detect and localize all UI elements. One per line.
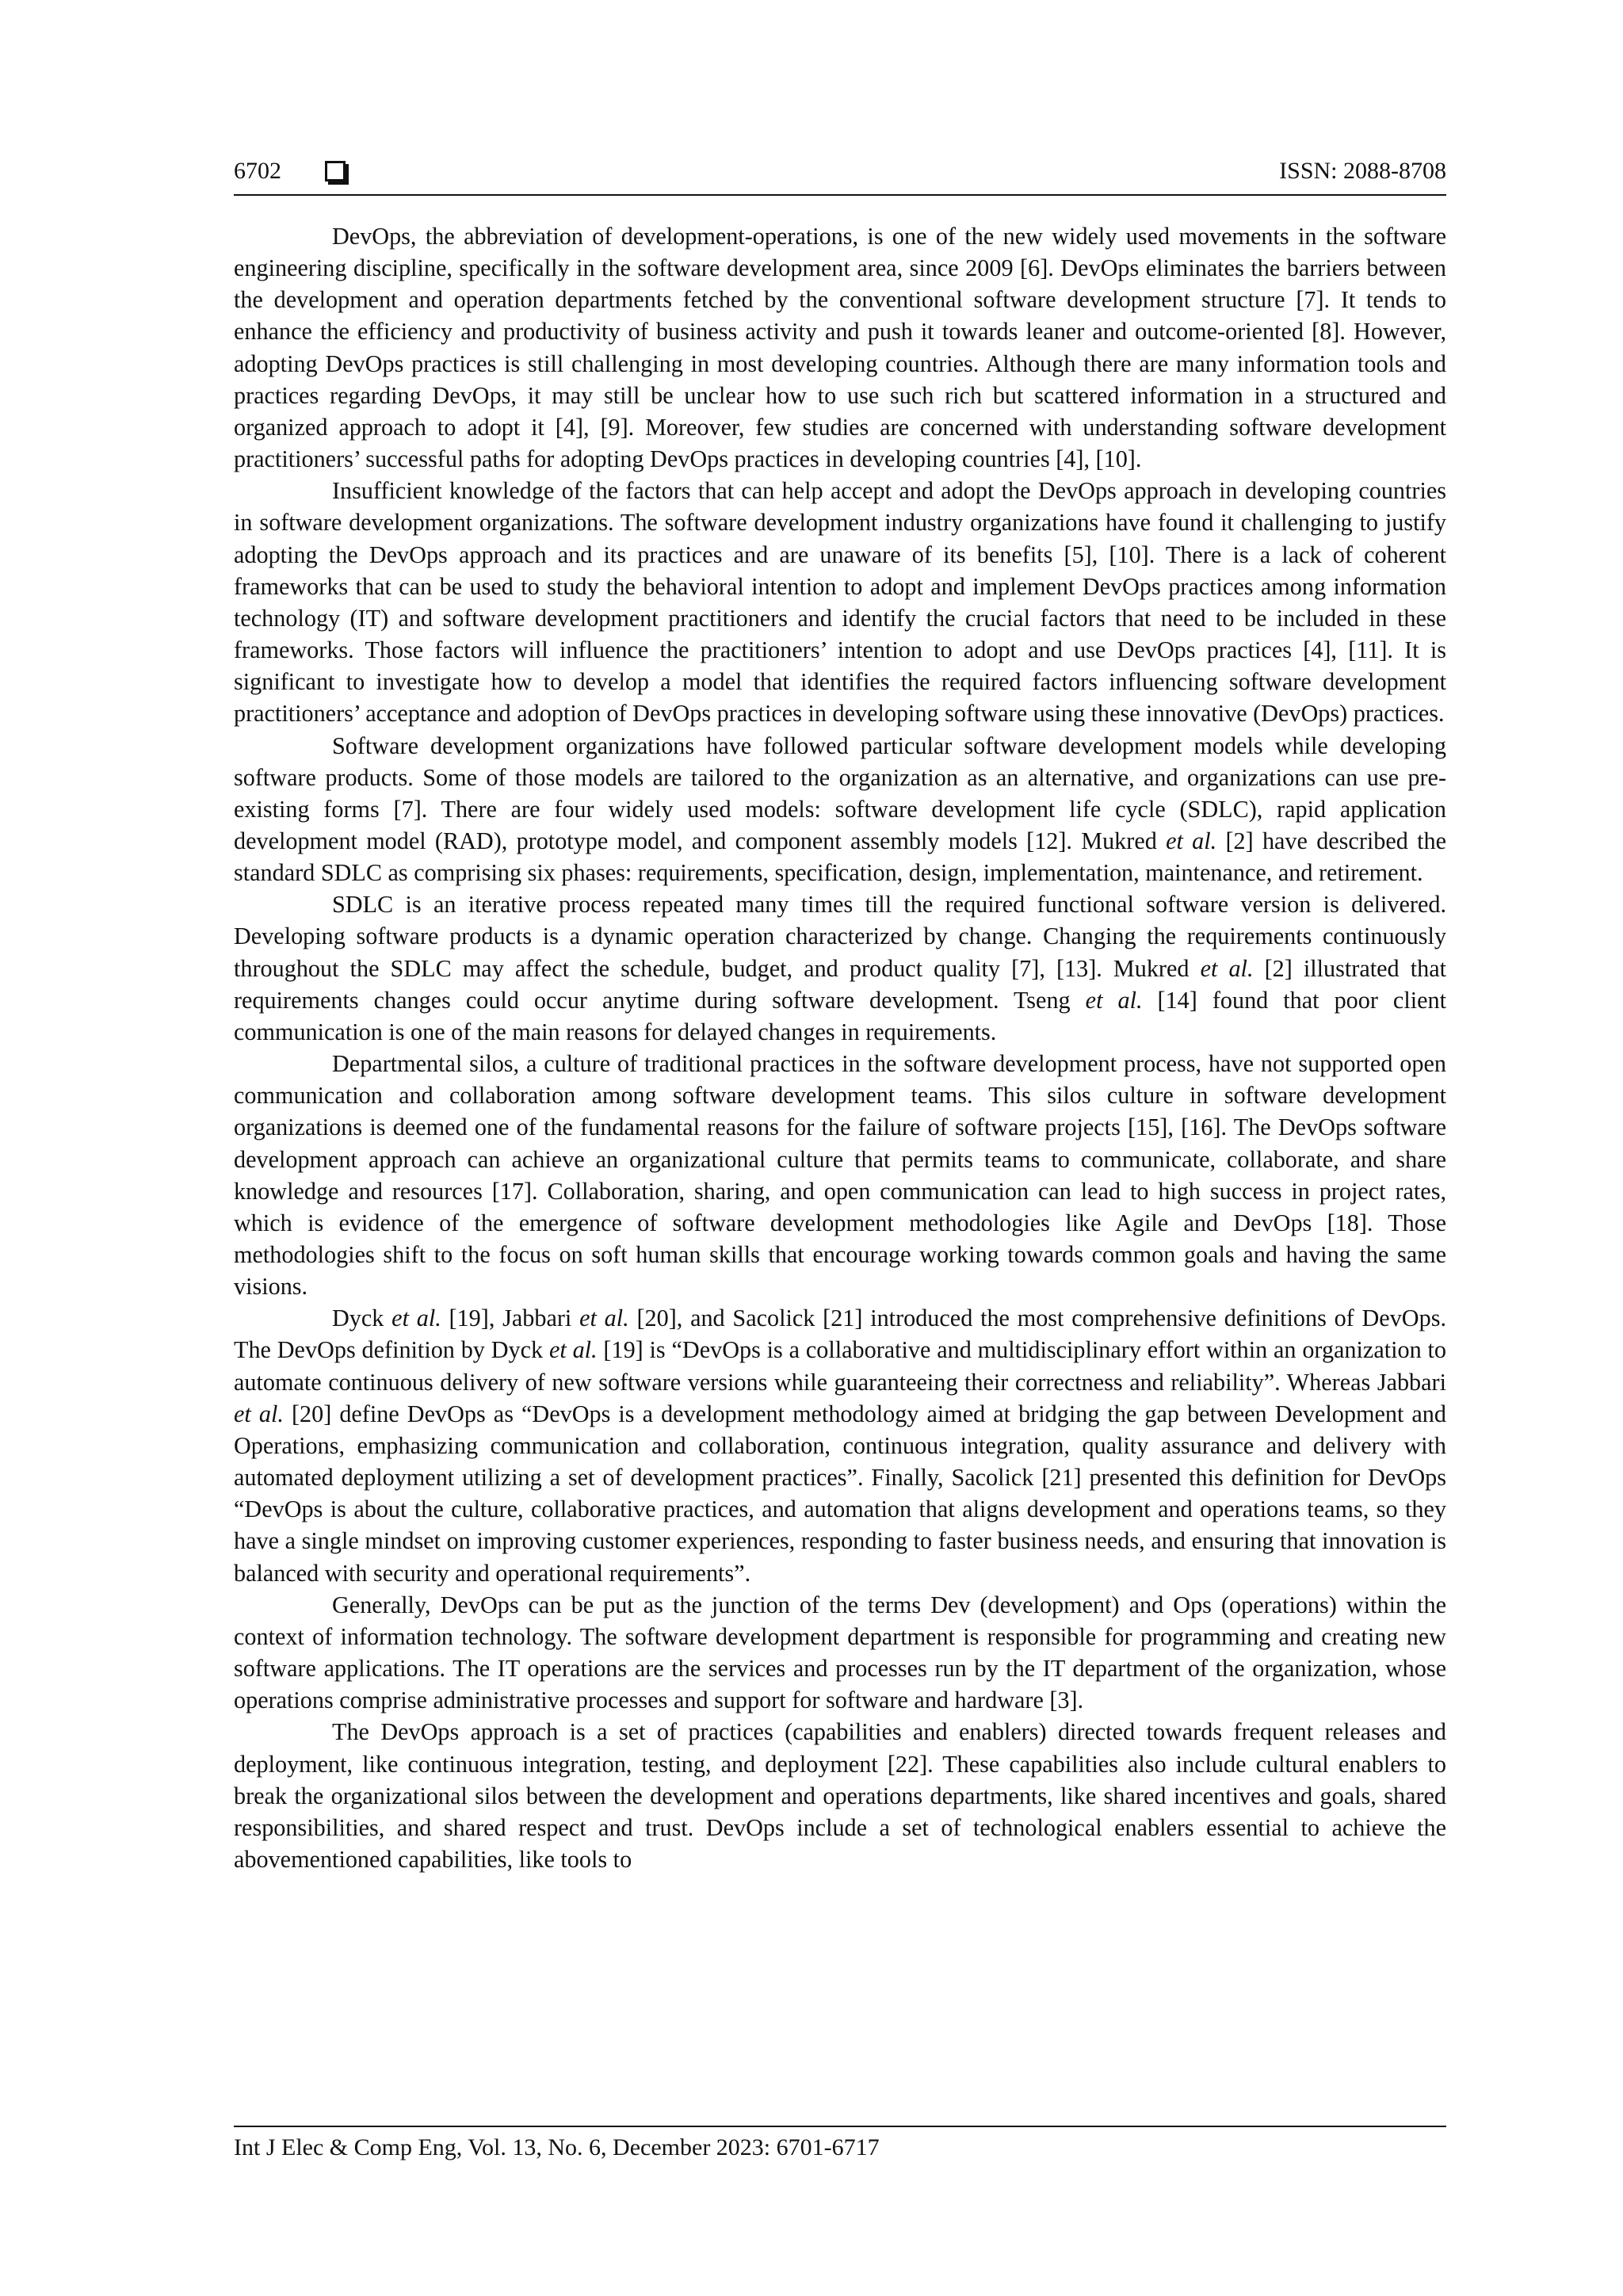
paragraph-text: Departmental silos, a culture of traditional practices in the software development process, have not supported open communication and collaboration among software development teams. This silos culture in software development organizations is deemed one of the fundamental reasons for the failure of software projects [15], [16]. The DevOps software development approach can achieve an organizational culture that permits teams to communicate, collaborate, and share knowledge and resources [17]. Collaboration, sharing, and open communication can lead to high success in project rates, which is evidence of the emergence of software development methodologies like Agile and DevOps [18]. Those methodologies shift to the focus on soft human skills that encourage working towards common goals and having the same visions.	[234, 1050, 1446, 1301]
italic-text: et al.	[391, 1305, 441, 1332]
paragraph-text: [2] illustrated that requirements changes could occur anytime during software development. Tseng	[234, 954, 1446, 1014]
paragraph-text: Dyck	[332, 1305, 392, 1332]
paragraph-text: Generally, DevOps can be put as the junction of the terms Dev (development) and Ops (operations) within the context of information technology. The software development department is responsible for programming and creating new software applications. The IT operations are the services and processes run by the IT department of the organization, whose operations comprise administrative processes and support for software and hardware [3].	[234, 1591, 1446, 1714]
body-paragraph-4	[234, 888, 1446, 1048]
paragraph-text: The DevOps approach is a set of practices (capabilities and enablers) directed towards frequent releases and deployment, like continuous integration, testing, and deployment [22]. These capabilities also include cultural enablers to break the organizational silos between the development and operations departments, like shared incentives and goals, shared responsibilities, and shared respect and trust. DevOps include a set of technological enablers essential to achieve the abovementioned capabilities, like tools to	[234, 1718, 1446, 1873]
body-paragraph-3	[234, 730, 1446, 889]
checkbox-square-icon	[325, 161, 346, 181]
page-number: 6702	[234, 158, 281, 184]
body-paragraph-5	[234, 1048, 1446, 1302]
paragraph-text: [20], and Sacolick [21] introduced the most comprehensive definitions of DevOps. The DevOps definition by Dyck	[234, 1305, 1446, 1364]
paragraph-text: [19], Jabbari	[441, 1305, 580, 1332]
paragraph-text: [20] define DevOps as “DevOps is a development methodology aimed at bridging the gap between Development and Operations, emphasizing communication and collaboration, continuous integration, quality assurance and delivery with automated deployment utilizing a set of development practices”. Finally, Sacolick [21] presented this definition for DevOps “DevOps is about the culture, collaborative practices, and automation that aligns development and operations teams, so they have a single mindset on improving customer experiences, responding to faster business needs, and ensuring that innovation is balanced with security and operational requirements”.	[234, 1400, 1446, 1587]
paragraph-text: SDLC is an iterative process repeated many times till the required functional software version is delivered. Developing software products is a dynamic operation characterized by change. Changing the requirements continuously throughout the SDLC may affect the schedule, budget, and product quality [7], [13]. Mukred	[234, 891, 1446, 982]
italic-text: et al.	[1085, 986, 1143, 1014]
issn-label: ISSN: 2088-8708	[1279, 158, 1446, 184]
paragraph-text: Software development organizations have followed particular software development models while developing software products. Some of those models are tailored to the organization as an alternative, and organizations can use pre-existing forms [7]. There are four widely used models: software development life cycle (SDLC), rapid application development model (RAD), prototype model, and component assembly models [12]. Mukred	[234, 732, 1446, 854]
italic-text: et al.	[1166, 827, 1217, 854]
body-paragraph-2	[234, 475, 1446, 729]
paragraph-text: [14] found that poor client communication is one of the main reasons for delayed changes in requirements.	[234, 986, 1446, 1045]
body-paragraph-8	[234, 1716, 1446, 1875]
paragraph-text: [19] is “DevOps is a collaborative and multidisciplinary effort within an organization to automate continuous delivery of new software versions while guaranteeing their correctness and reliability”. Whereas Jabbari	[234, 1336, 1446, 1396]
paragraph-text: Insufficient knowledge of the factors that can help accept and adopt the DevOps approach in developing countries in software development organizations. The software development industry organizations have found it challenging to justify adopting the DevOps approach and its practices and are unaware of its benefits [5], [10]. There is a lack of coherent frameworks that can be used to study the behavioral intention to adopt and implement DevOps practices among information technology (IT) and software development practitioners and identify the crucial factors that need to be included in these frameworks. Those factors will influence the practitioners’ intention to adopt and use DevOps practices [4], [11]. It is significant to investigate how to develop a model that identifies the required factors influencing software development practitioners’ acceptance and adoption of DevOps practices in developing software using these innovative (DevOps) practices.	[234, 477, 1446, 728]
italic-text: et al.	[1200, 954, 1254, 982]
body-paragraph-6	[234, 1302, 1446, 1588]
footer-citation: Int J Elec & Comp Eng, Vol. 13, No. 6, December 2023: 6701-6717	[234, 2134, 880, 2160]
italic-text: et al.	[579, 1305, 629, 1332]
footer-divider	[234, 2126, 1446, 2127]
page-header	[234, 155, 1446, 193]
article-body	[234, 220, 1446, 1875]
paragraph-text: DevOps, the abbreviation of development-operations, is one of the new widely used movements in the software engineering discipline, specifically in the software development area, since 2009 [6]. DevOps eliminates the barriers between the development and operation departments fetched by the conventional software development structure [7]. It tends to enhance the efficiency and productivity of business activity and push it towards leaner and outcome-oriented [8]. However, adopting DevOps practices is still challenging in most developing countries. Although there are many information tools and practices regarding DevOps, it may still be unclear how to use such rich but scattered information in a structured and organized approach to adopt it [4], [9]. Moreover, few studies are concerned with understanding software development practitioners’ successful paths for adopting DevOps practices in developing countries [4], [10].	[234, 223, 1446, 473]
italic-text: et al.	[548, 1336, 598, 1364]
italic-text: et al.	[234, 1400, 284, 1427]
body-paragraph-1	[234, 220, 1446, 475]
paragraph-text: [2] have described the standard SDLC as comprising six phases: requirements, specification, design, implementation, maintenance, and retirement.	[234, 827, 1447, 887]
body-paragraph-7	[234, 1589, 1446, 1717]
header-divider	[234, 194, 1446, 196]
